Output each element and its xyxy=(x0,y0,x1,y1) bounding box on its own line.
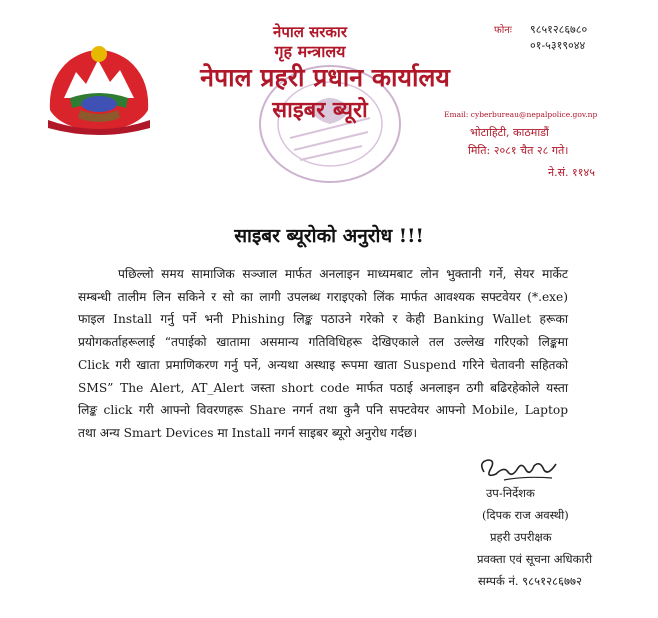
gov-heading: नेपाल सरकार xyxy=(273,23,347,41)
bureau-heading: साइबर ब्यूरो xyxy=(272,97,368,123)
letter-body xyxy=(78,263,568,445)
body-line: लिङ्क click गरी आफ्नो विवरणहरू Share नगर्न तथा कुनै पनि सफ्टवेयर आफ्नो Mobile, Laptop xyxy=(78,403,568,418)
body-line: फाइल Install गर्नु पर्ने भनी Phishing लिङ्क पठाउने गरेको र केही Banking Wallet हरूका xyxy=(78,312,568,327)
phone-block xyxy=(494,22,588,52)
letter-title: साइबर ब्यूरोको अनुरोध !!! xyxy=(234,225,424,247)
office-address: भोटाहिटी, काठमाडौं xyxy=(470,126,549,139)
signatory-designation: प्रवक्ता एवं सूचना अधिकारी xyxy=(477,552,593,566)
letter-date: मिति: २०८१ चैत २८ गते। xyxy=(468,144,569,157)
phone-label: फोनः xyxy=(494,25,512,36)
body-line: पछिल्लो समय सामाजिक सञ्जाल मार्फत अनलाइन माध्यमबाट लोन भुक्तानी गर्ने, सेयर मार्केट xyxy=(118,267,568,281)
nepal-emblem-icon xyxy=(40,38,158,138)
ministry-heading: गृह मन्त्रालय xyxy=(274,42,346,61)
body-line: प्रयोगकर्ताहरूलाई “तपाईको खातामा असमान्य गतिविधिहरू देखिएकाले तल उल्लेख गरिएको लिङ्कमा xyxy=(78,335,568,350)
body-line: तथा अन्य Smart Devices मा Install नगर्न साइबर ब्यूरो अनुरोध गर्दछ। xyxy=(78,425,418,440)
signatory-block xyxy=(478,482,598,592)
body-line: Click गरी खाता प्रमाणिकरण गर्नु पर्ने, अन्यथा अस्थाइ रूपमा खाता Suspend गरिने चेतावनी सहितको xyxy=(78,357,568,372)
reference-number: ने.सं. ११४५ xyxy=(548,166,595,179)
signatory-contact: सम्पर्क नं. ९८५१२८६७७२ xyxy=(478,574,582,588)
body-line: SMS” The Alert, AT_Alert जस्ता short code मार्फत पठाई अनलाइन ठगी बढिरहेकोले यस्ता xyxy=(78,380,568,395)
signatory-rank: प्रहरी उपरीक्षक xyxy=(490,530,552,544)
office-heading: नेपाल प्रहरी प्रधान कार्यालय xyxy=(200,63,450,92)
signatory-name: (दिपक राज अवस्थी) xyxy=(482,508,569,522)
signature-icon xyxy=(474,452,566,484)
body-line: सम्बन्धी तालीम लिन सकिने र सो का लागी उपलब्ध गराइएको लिंक मार्फत आवश्यक सफ्टवेयर (*.exe) xyxy=(78,289,568,304)
email-address: Email: cyberbureau@nepalpolice.gov.np xyxy=(444,110,598,119)
phone-number-2: ०१-५३१९०४४ xyxy=(530,39,586,52)
signatory-role: उप-निर्देशक xyxy=(486,486,535,500)
phone-number-1: ९८५१२८६७८० xyxy=(530,23,588,36)
